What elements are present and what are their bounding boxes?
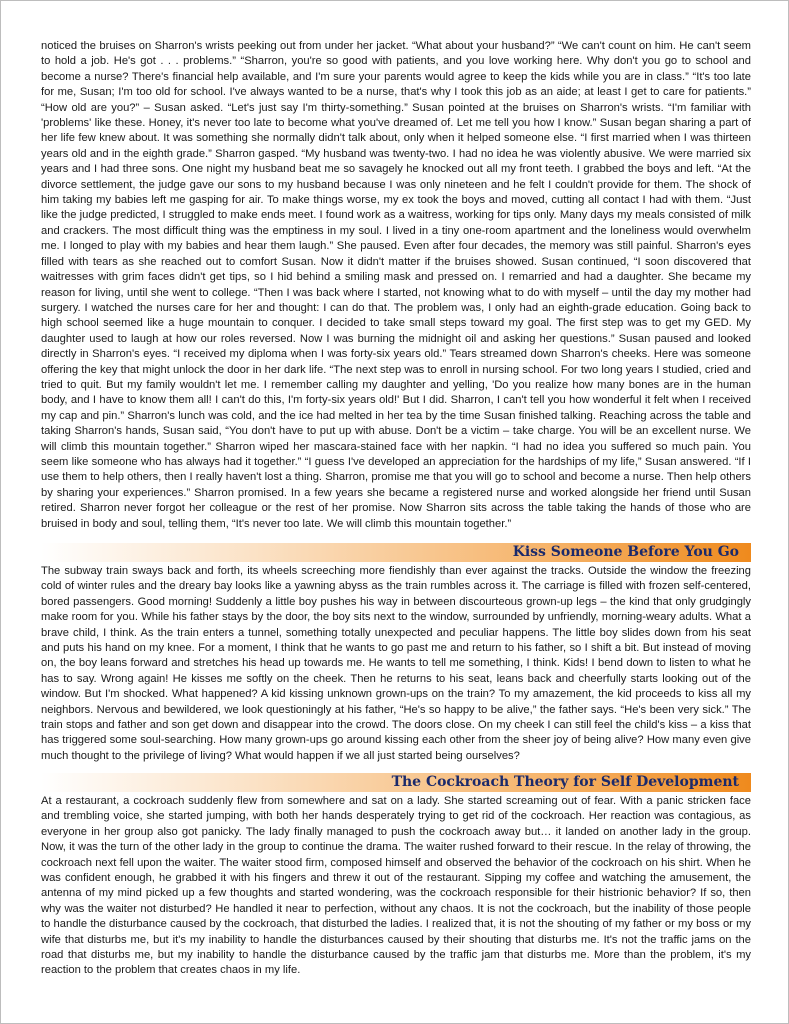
story-cockroach-theory xyxy=(41,794,751,979)
section-title: The Cockroach Theory for Self Development xyxy=(391,774,739,790)
story-kiss-someone xyxy=(41,564,751,764)
story-paragraph: noticed the bruises on Sharron's wrists peeking out from under her jacket. “What about your husband?” “We can't count on him. He can't seem to hold a job. He's got . . . problems.” “Sharron, you're so good with patients, and you love working here. Why don't you go to school and become a nurse? There's financial help available, and I'm sure your parents would agree to keep the kids while you are in class.” “It's too late for me, Susan; I'm too old for school. I've always wanted to be a nurse, that's why I took this job as an aide; at least I get to care for patients.” “How old are you?” – Susan asked. “Let's just say I'm thirty-something.” Susan pointed at the bruises on Sharron's wrists. “I'm familiar with 'problems' like these. Honey, it's never too late to become what you've dreamed of. Let me tell you how I know.” Susan began sharing a part of her life few knew about. It was something she normally didn't talk about, only when it helped someone else. “I first married when I was thirteen years old and in the eighth grade.” Sharron gasped. “My husband was twenty-two. I had no idea he was violently abusive. We were married six years and I had three sons. One night my husband beat me so savagely he knocked out all my front teeth. I grabbed the boys and left. “At the divorce settlement, the judge gave our sons to my husband because I was only nineteen and he felt I couldn't provide for them. The shock of him taking my babies left me gasping for air. To make things worse, my ex took the boys and moved, cutting all contact I had with them. “Just like the judge predicted, I struggled to make ends meet. I found work as a waitress, working for tips only. Many days my meals consisted of milk and crackers. The most difficult thing was the emptiness in my soul. I lived in a tiny one-room apartment and the loneliness would overwhelm me. I longed to play with my babies and hear them laugh.” She paused. Even after four decades, the memory was still painful. Sharron's eyes filled with tears as she reached out to comfort Susan. Now it didn't matter if the bruises showed. Susan continued, “I soon discovered that waitresses with grim faces didn't get tips, so I hid behind a smiling mask and pressed on. I remarried and had a daughter. She became my reason for living, until she went to college. “Then I was back where I started, not knowing what to do with myself – until the day my mother had surgery. I watched the nurses care for her and thought: I can do that. The problem was, I only had an eighth-grade education. Going back to high school seemed like a huge mountain to conquer. I decided to take small steps toward my goal. The first step was to get my GED. My daughter used to laugh at how our roles reversed. Now I was burning the midnight oil and asking her questions.” Susan paused and looked directly in Sharron's eyes. “I received my diploma when I was forty-six years old.” Tears streamed down Sharron's cheeks. Here was someone offering the key that might unlock the door in her dark life. “The next step was to enroll in nursing school. For two long years I studied, cried and tried to quit. But my family wouldn't let me. I remember calling my daughter and yelling, 'Do you realize how many bones are in the human body, and I have to know them all! I can't do this, I'm forty-six years old!' But I did. Sharron, I can't tell you how wonderful it felt when I received my cap and pin.” Sharron's lunch was cold, and the ice had melted in her tea by the time Susan finished talking. Reaching across the table and taking Sharron's hands, Susan said, “You don't have to put up with abuse. Don't be a victim – take charge. You will be an excellent nurse. We will climb this mountain together.” Sharron wiped her mascara-stained face with her napkin. “I had no idea you suffered so much pain. You seem like someone who has always had it together.” “I guess I've developed an appreciation for the hardships of my life,” Susan answered. “If I use them to help others, then I really haven't lost a thing. Sharron, promise me that you will go to school and become a nurse. Then help others by sharing your experiences.” Sharron promised. In a few years she became a registered nurse and worked alongside her friend until Susan retired. Sharron never forgot her colleague or the rest of her promise. Now Sharron sits across the table taking the hands of those who are bruised in body and soul, telling them, “It's never too late. We will climb this mountain together.” xyxy=(41,40,751,530)
story-paragraph: The subway train sways back and forth, its wheels screeching more fiendishly than ever against the tracks. Outside the window the freezing cold of winter rules and the dreary bay looks like a yawning abyss as the train rumbles across it. The carriage is filled with frozen self-centered, bored passengers. Good morning! Suddenly a little boy pushes his way in between discourteous grown-up legs – the kind that only grudgingly make room for you. While his father stays by the door, the boy sits next to the window, surrounded by unfriendly, morning-weary adults. What a brave child, I think. As the train enters a tunnel, something totally unexpected and peculiar happens. The little boy slides down from his seat and puts his hand on my knee. For a moment, I think that he wants to go past me and return to his father, so I shift a bit. But instead of moving on, the boy leans forward and stretches his head up towards me. He wants to tell me something, I think. Kids! I bend down to listen to what he has to say. Wrong again! He kisses me softly on the cheek. Then he returns to his seat, leans back and cheerfully starts looking out of the window. But I'm shocked. What happened? A kid kissing unknown grown-ups on the train? To my amazement, the kid proceeds to kiss all my neighbors. Nervous and bewildered, we look questioningly at his father, “He's so happy to be alive,” the father says. “He's been very sick.” The train stops and father and son get down and disappear into the crowd. The doors close. On my cheek I can still feel the child's kiss – a kiss that has triggered some soul-searching. How many grown-ups go around kissing each other from the sheer joy of being alive? How many even give much thought to the privilege of living? What would happen if we all just started being ourselves? xyxy=(41,565,751,762)
story-continuation xyxy=(41,39,751,532)
section-title: Kiss Someone Before You Go xyxy=(512,544,739,560)
section-heading-banner xyxy=(41,543,751,562)
story-paragraph: At a restaurant, a cockroach suddenly flew from somewhere and sat on a lady. She started screaming out of fear. With a panic stricken face and trembling voice, she started jumping, with both her hands desperately trying to get rid of the cockroach. Her reaction was contagious, as everyone in her group also got panicky. The lady finally managed to push the cockroach away but… it landed on another lady in the group. Now, it was the turn of the other lady in the group to continue the drama. The waiter rushed forward to their rescue. In the relay of throwing, the cockroach next fell upon the waiter. The waiter stood firm, composed himself and observed the behavior of the cockroach on his shirt. When he was confident enough, he grabbed it with his fingers and threw it out of the restaurant. Sipping my coffee and watching the amusement, the antenna of my mind picked up a few thoughts and started wondering, was the cockroach responsible for their histrionic behavior? If so, then why was the waiter not disturbed? He handled it near to perfection, without any chaos. It is not the cockroach, but the inability of those people to handle the disturbance caused by the cockroach, that disturbed the ladies. I realized that, it is not the shouting of my father or my boss or my wife that disturbs me, but it's my inability to handle the disturbances caused by their shouting that disturbs me. It's not the traffic jams on the road that disturbs me, but my inability to handle the disturbance caused by the traffic jam that disturbs me. More than the problem, it's my reaction to the problem that creates chaos in my life. xyxy=(41,795,751,977)
section-heading-banner xyxy=(41,773,751,792)
